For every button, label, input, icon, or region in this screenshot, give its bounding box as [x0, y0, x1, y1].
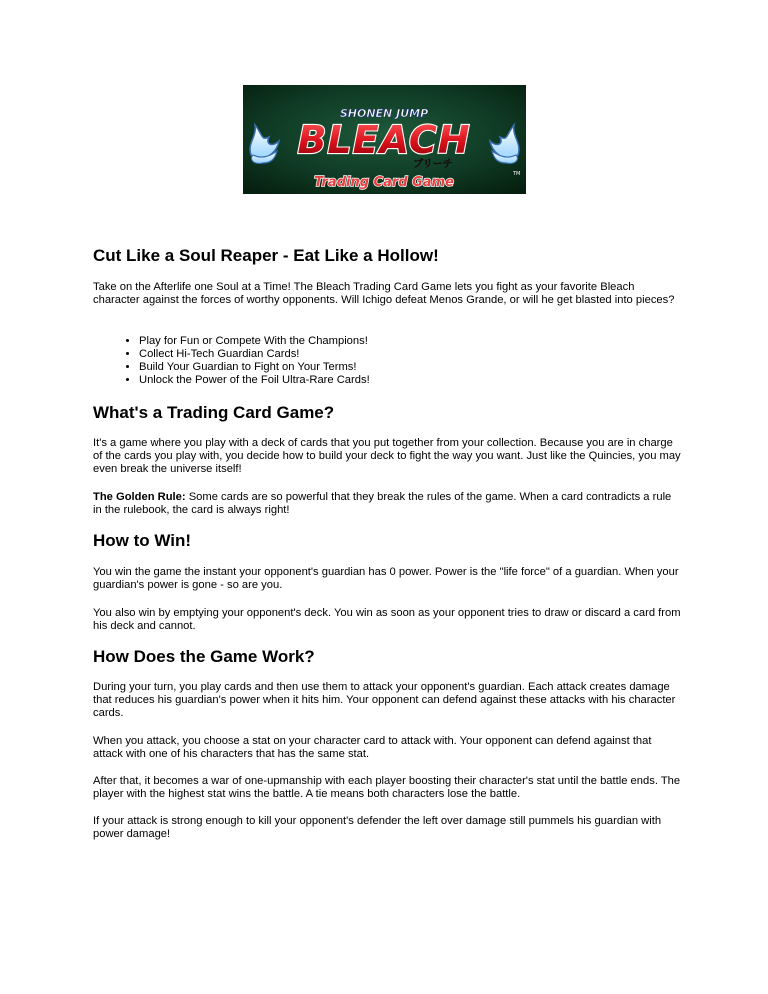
how-paragraph-1: During your turn, you play cards and then use them to attack your opponent's guardian. Each attack creates damage that reduces his guardian's power when it hits him. Your opponent can defend against these attacks with his character cards. [93, 681, 676, 719]
logo-subtitle: Trading Card Game [314, 175, 454, 190]
logo-brand-top: SHONEN JUMP [339, 107, 429, 120]
golden-rule-paragraph [93, 491, 683, 517]
win-paragraph-2: You also win by emptying your opponent's deck. You win as soon as your opponent tries to draw or discard a card from his deck and cannot. [93, 607, 681, 632]
section-heading-intro: Cut Like a Soul Reaper - Eat Like a Hollow! [93, 246, 439, 265]
logo-title: BLEACH [297, 118, 471, 162]
list-item: • Play for Fun or Compete With the Champions! [139, 335, 683, 348]
how-paragraph-4: If your attack is strong enough to kill your opponent's defender the left over damage still pummels his guardian with power damage! [93, 815, 662, 840]
intro-paragraph: Take on the Afterlife one Soul at a Time! The Bleach Trading Card Game lets you fight as your favorite Bleach character against the forces of worthy opponents. Will Ichigo defeat Menos Grande, or will he get blasted into pieces? [93, 281, 675, 306]
how-paragraph-3: After that, it becomes a war of one-upmanship with each player boosting their character's stat until the battle ends. The player with the highest stat wins the battle. A tie means both characters lose the battle. [93, 775, 681, 800]
section-heading-what: What's a Trading Card Game? [93, 403, 335, 422]
bleach-logo [243, 85, 526, 194]
how-paragraph-2: When you attack, you choose a stat on your character card to attack with. Your opponent can defend against that attack with one of his characters that has the same stat. [93, 735, 652, 760]
list-item: • Collect Hi-Tech Guardian Cards! [139, 348, 683, 361]
what-paragraph: It's a game where you play with a deck of cards that you put together from your collection. Because you are in charge of the cards you play with, you decide how to build your deck to fight the way you want. Just like the Quincies, you may even break the universe itself! [93, 437, 681, 475]
feature-list [93, 335, 683, 387]
logo-tm: TM [513, 171, 521, 177]
section-heading-win: How to Win! [93, 531, 192, 550]
list-item: • Build Your Guardian to Fight on Your Terms! [139, 361, 683, 374]
section-heading-how: How Does the Game Work? [93, 647, 315, 666]
golden-rule-text: Some cards are so powerful that they break the rules of the game. When a card contradicts a rule in the rulebook, the card is always right! [93, 491, 672, 516]
list-item: • Unlock the Power of the Foil Ultra-Rare Cards! [139, 374, 683, 387]
golden-rule-label: The Golden Rule: [93, 491, 186, 503]
win-paragraph-1: You win the game the instant your opponent's guardian has 0 power. Power is the "life force" of a guardian. When your guardian's power is gone - so are you. [93, 566, 679, 591]
logo-katakana: ブリーチ [413, 159, 453, 170]
